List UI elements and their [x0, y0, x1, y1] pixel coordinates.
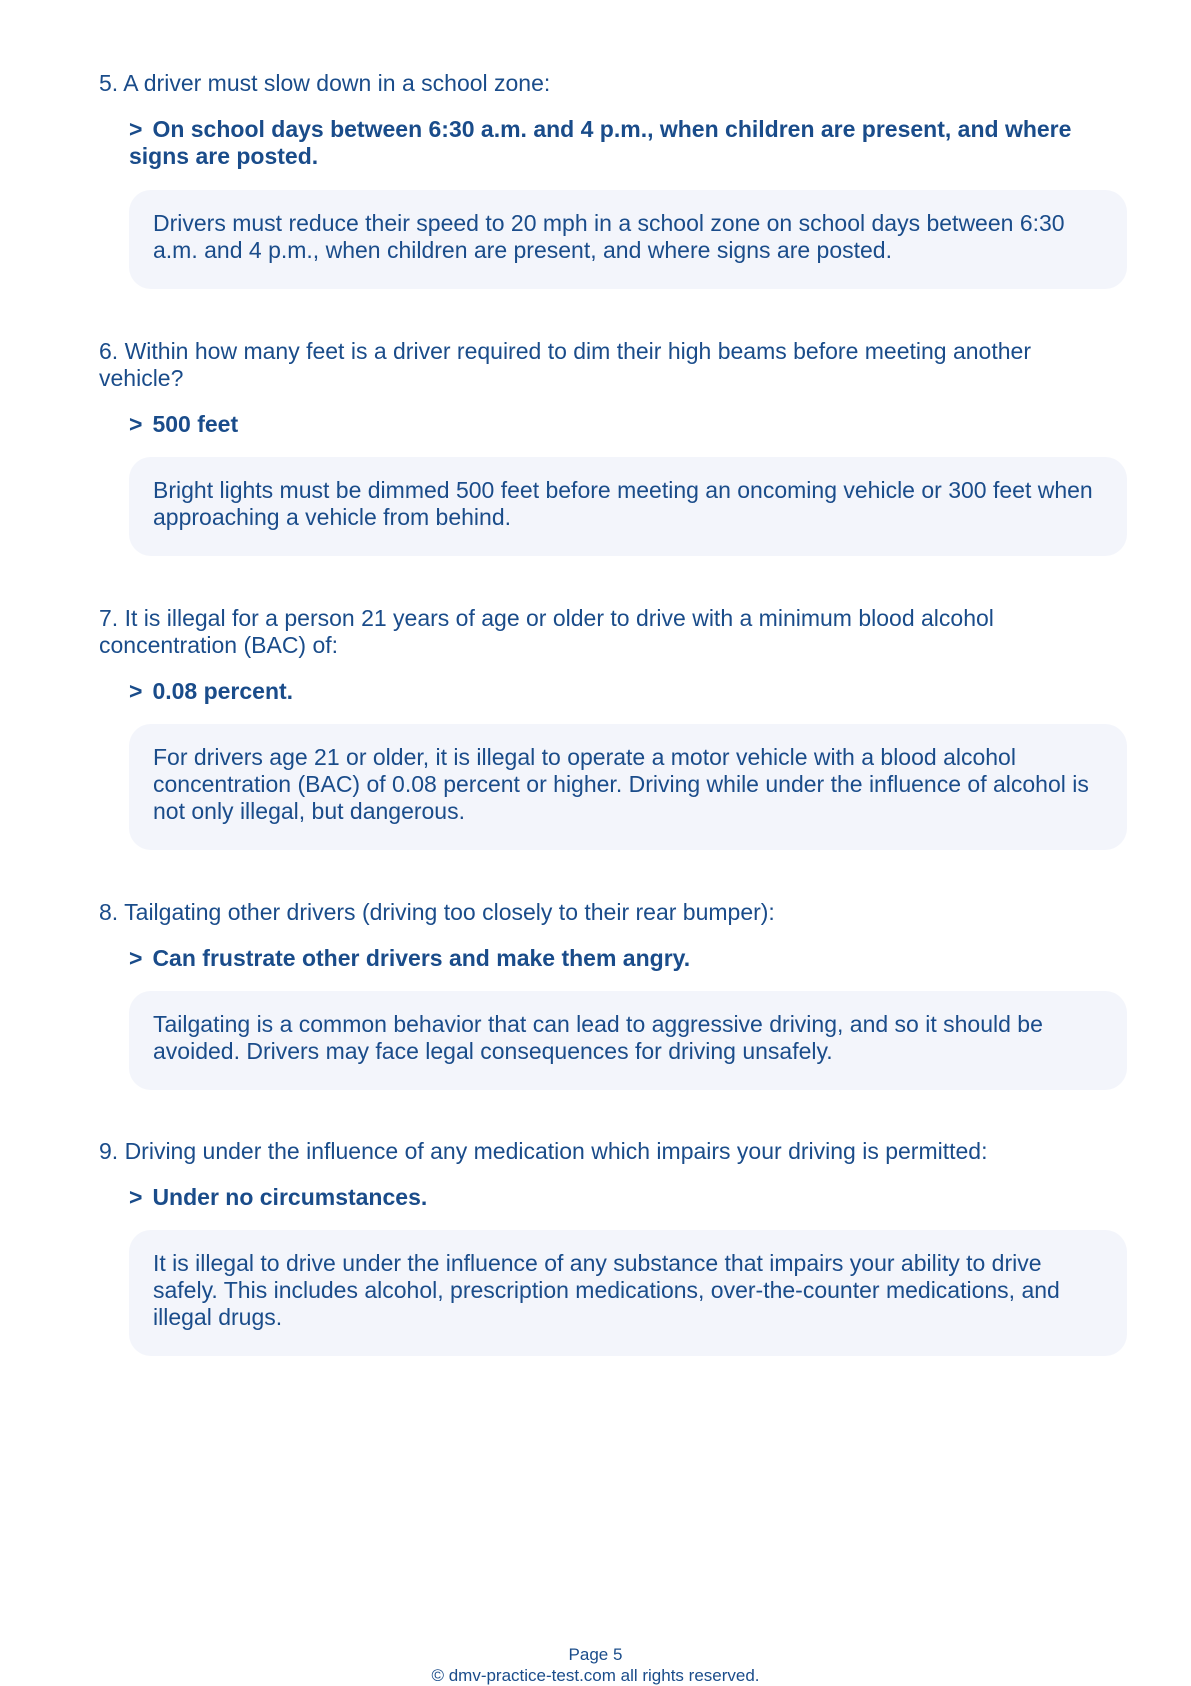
question-text: 7. It is illegal for a person 21 years of age or older to drive with a minimum blood alcohol concentration (BAC) of: — [99, 605, 994, 658]
answer-text — [129, 116, 1119, 170]
explanation-box — [129, 1230, 1127, 1356]
answer-marker: > — [129, 678, 143, 704]
answer-marker: > — [129, 116, 143, 142]
explanation-text: Tailgating is a common behavior that can lead to aggressive driving, and so it should be avoided. Drivers may face legal consequences for driving unsafely. — [153, 1011, 1043, 1064]
explanation-text: It is illegal to drive under the influence of any substance that impairs your ability to drive safely. This includes alcohol, prescription medications, over-the-counter medications, and illegal drugs. — [153, 1250, 1060, 1330]
answer-marker: > — [129, 1184, 143, 1210]
question-text: 8. Tailgating other drivers (driving too closely to their rear bumper): — [99, 899, 775, 925]
answer-marker: > — [129, 411, 143, 437]
answer-text — [129, 411, 1119, 438]
answer-text — [129, 945, 1119, 972]
explanation-box — [129, 991, 1127, 1090]
answer-marker: > — [129, 945, 143, 971]
explanation-box — [129, 457, 1127, 556]
question-text: 9. Driving under the influence of any medication which impairs your driving is permitted: — [99, 1138, 988, 1164]
explanation-text: For drivers age 21 or older, it is illegal to operate a motor vehicle with a blood alcohol concentration (BAC) of 0.08 percent or higher. Driving while under the influence of alcohol is not only illegal, but dangerous. — [153, 744, 1089, 824]
answer-text — [129, 678, 1119, 705]
answer-label: On school days between 6:30 a.m. and 4 p.m., when children are present, and where signs are posted. — [129, 116, 1072, 169]
answer-label: Under no circumstances. — [152, 1184, 428, 1210]
answer-label: 0.08 percent. — [152, 678, 294, 704]
answer-label: Can frustrate other drivers and make them angry. — [152, 945, 691, 971]
explanation-text: Drivers must reduce their speed to 20 mph in a school zone on school days between 6:30 a.m. and 4 p.m., when children are present, and where signs are posted. — [153, 210, 1065, 263]
page-number: Page 5 — [568, 1645, 623, 1664]
explanation-text: Bright lights must be dimmed 500 feet before meeting an oncoming vehicle or 300 feet when approaching a vehicle from behind. — [153, 477, 1093, 530]
question-text: 5. A driver must slow down in a school zone: — [99, 70, 551, 96]
explanation-box — [129, 190, 1127, 289]
answer-label: 500 feet — [152, 411, 239, 437]
answer-text — [129, 1184, 1119, 1211]
copyright-notice: © dmv-practice-test.com all rights reserved. — [431, 1666, 760, 1685]
explanation-box — [129, 724, 1127, 850]
question-text: 6. Within how many feet is a driver required to dim their high beams before meeting another vehicle? — [99, 338, 1031, 391]
page-footer — [0, 1644, 1191, 1686]
